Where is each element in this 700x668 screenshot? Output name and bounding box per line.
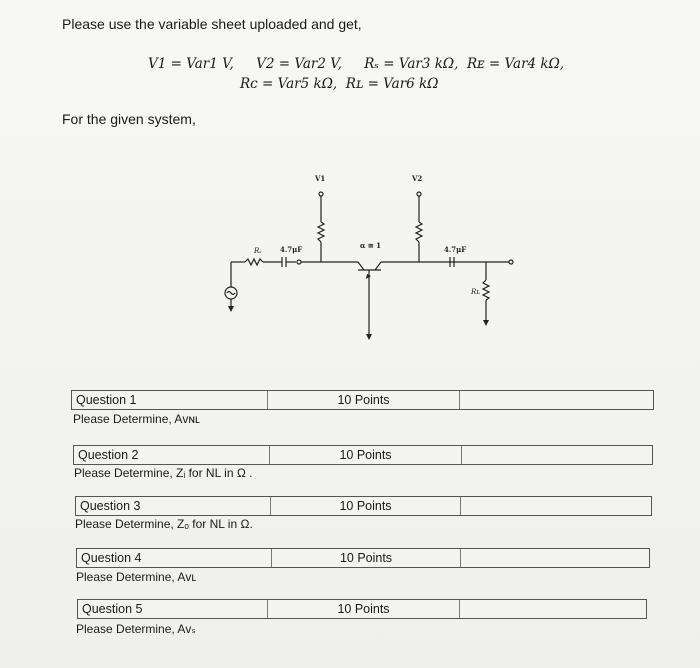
ac-wave-icon (227, 292, 235, 295)
v1-label: V1 (315, 174, 326, 183)
question-3-row (75, 496, 652, 516)
question-5-row (77, 599, 647, 619)
eq-v2: V2 = Var2 V, (256, 56, 342, 72)
question-5-points: 10 Points (268, 600, 460, 618)
v2-terminal-icon (417, 192, 421, 196)
question-5-title: Question 5 (78, 600, 268, 618)
question-4-row (76, 548, 650, 568)
question-1-answer-cell[interactable] (460, 391, 653, 409)
rc-resistor-icon (416, 222, 422, 242)
cout-label: 4.7μF (444, 245, 467, 254)
question-2-title: Question 2 (74, 446, 270, 464)
rs-label: Rₛ (254, 247, 262, 255)
base-ground-icon (366, 334, 372, 340)
v1-terminal-icon (319, 192, 323, 196)
question-3-answer-cell[interactable] (461, 497, 651, 515)
question-5-prompt: Please Determine, Aᴠₛ (76, 622, 196, 636)
v2-label: V2 (412, 174, 423, 183)
question-1-row (71, 390, 654, 410)
eq-rc: Rᴄ = Var5 kΩ, (240, 76, 338, 92)
question-2-prompt: Please Determine, Zᵢ for NL in Ω . (74, 466, 253, 480)
output-node-icon (509, 260, 513, 264)
alpha-label: α ≅ 1 (360, 241, 381, 250)
question-1-prompt: Please Determine, Aᴠɴʟ (73, 412, 200, 426)
eq-re: Rᴇ = Var4 kΩ, (466, 56, 565, 72)
transistor-emitter-leg (358, 262, 364, 270)
eq-rl: Rʟ = Var6 kΩ (345, 76, 439, 92)
rl-ground-icon (483, 320, 489, 326)
question-4-title: Question 4 (77, 549, 272, 567)
system-label: For the given system, (62, 111, 196, 127)
rl-label: Rʟ (471, 288, 481, 296)
transistor-collector-leg (375, 262, 381, 270)
re-resistor-icon (318, 222, 324, 242)
question-5-answer-cell[interactable] (460, 600, 646, 618)
question-4-points: 10 Points (272, 549, 461, 567)
eq-v1: V1 = Var1 V, (148, 56, 234, 72)
question-4-prompt: Please Determine, Aᴠʟ (76, 570, 197, 584)
question-2-points: 10 Points (270, 446, 462, 464)
question-2-row (73, 445, 653, 465)
cin-label: 4.7μF (280, 245, 303, 254)
question-3-points: 10 Points (271, 497, 461, 515)
question-4-answer-cell[interactable] (461, 549, 649, 567)
rl-resistor-icon (483, 280, 489, 300)
rs-resistor-icon (245, 259, 263, 265)
question-3-title: Question 3 (76, 497, 271, 515)
eq-rs: Rₛ = Var3 kΩ, (364, 56, 459, 72)
question-3-prompt: Please Determine, Zₒ for NL in Ω. (75, 517, 253, 531)
question-1-title: Question 1 (72, 391, 268, 409)
intro-text: Please use the variable sheet uploaded and get, (62, 16, 362, 32)
question-1-points: 10 Points (268, 391, 460, 409)
source-ground-icon (228, 306, 234, 312)
input-node-icon (297, 260, 301, 264)
question-2-answer-cell[interactable] (462, 446, 652, 464)
